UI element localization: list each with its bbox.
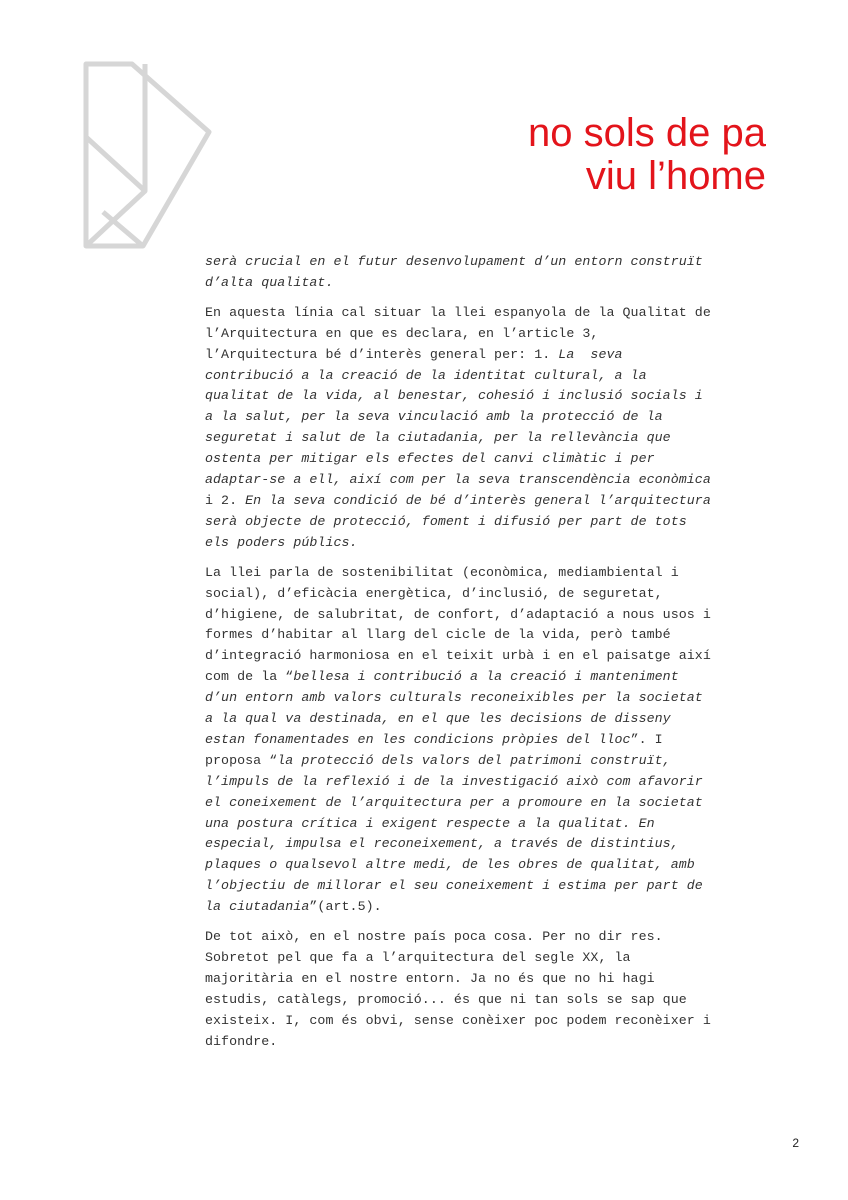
text-line: qualitat de la vida, al benestar, cohesió i inclusió socials i: [205, 388, 703, 404]
text-line: d’un entorn amb valors culturals reconeixibles per la societat: [205, 690, 703, 706]
page-number: 2: [792, 1136, 799, 1150]
text-line: [205, 730, 805, 751]
text-segment: proposa “: [205, 752, 278, 768]
text-segment: com de la “: [205, 669, 294, 685]
text-line: majoritària en el nostre entorn. Ja no és que no hi hagi: [205, 970, 655, 986]
text-segment: l’Arquitectura bé d’interès general per: 1.: [205, 346, 559, 362]
paragraph-4: [205, 927, 805, 1052]
text-line: La llei parla de sostenibilitat (econòmica, mediambiental i: [205, 564, 679, 580]
text-line: seguretat i salut de la ciutadania, per la rellevància que: [205, 430, 671, 446]
text-line: d’integració harmoniosa en el teixit urbà i en el paisatge així: [205, 648, 711, 664]
text-segment-italic: En la seva condició de bé d’interès general l’arquitectura: [245, 492, 711, 508]
text-line: difondre.: [205, 1033, 278, 1049]
text-segment: ”(art.5).: [309, 899, 382, 915]
text-line: plaques o qualsevol altre medi, de les obres de qualitat, amb: [205, 857, 695, 873]
title-line-1: no sols de pa: [528, 111, 766, 155]
text-line: serà crucial en el futur desenvolupament d’un entorn construït: [205, 254, 703, 269]
text-line: [205, 751, 805, 772]
body-text: [205, 252, 805, 1053]
text-line: De tot això, en el nostre país poca cosa. Per no dir res.: [205, 929, 663, 945]
text-line: l’objectiu de millorar el seu coneixement i estima per part de: [205, 878, 703, 894]
text-line: d’higiene, de salubritat, de confort, d’adaptació a nous usos i: [205, 606, 711, 622]
text-line: [205, 897, 805, 918]
text-segment-italic: La seva: [558, 346, 623, 362]
text-line: En aquesta línia cal situar la llei espanyola de la Qualitat de: [205, 304, 711, 320]
text-line: formes d’habitar al llarg del cicle de la vida, però també: [205, 627, 671, 643]
text-line: d’alta qualitat.: [205, 274, 334, 290]
text-segment-italic: bellesa i contribució a la creació i manteniment: [293, 669, 679, 685]
text-line: Sobretot pel que fa a l’arquitectura del segle XX, la: [205, 950, 631, 965]
text-line: existeix. I, com és obvi, sense conèixer poc podem reconèixer i: [205, 1012, 711, 1028]
title-line-2: viu l’home: [585, 154, 766, 198]
text-line: contribució a la creació de la identitat cultural, a la: [205, 367, 647, 383]
text-line: l’Arquitectura en que es declara, en l’article 3,: [205, 325, 599, 341]
text-line: l’impuls de la reflexió i de la investigació això com afavorir: [205, 773, 703, 789]
text-segment-italic: la protecció dels valors del patrimoni construït,: [277, 752, 671, 768]
text-line: a la salut, per la seva vinculació amb la protecció de la: [205, 409, 663, 425]
text-line: serà objecte de protecció, foment i difusió per part de tots: [205, 513, 687, 529]
text-line: [205, 667, 805, 688]
paragraph-3: [205, 563, 805, 918]
text-line: el coneixement de l’arquitectura per a promoure en la societat: [205, 794, 703, 810]
text-segment: i 2.: [205, 492, 246, 508]
paragraph-2: [205, 303, 805, 554]
text-segment-italic: la ciutadania: [205, 899, 310, 915]
page-title: [528, 112, 766, 198]
text-segment-italic: estan fonamentades en les condicions pròpies del lloc: [205, 731, 631, 747]
text-line: els poders públics.: [205, 534, 358, 550]
text-line: a la qual va destinada, en el que les decisions de disseny: [205, 711, 671, 727]
text-line: una postura crítica i exigent respecte a la qualitat. En: [205, 815, 655, 831]
text-line: estudis, catàlegs, promoció... és que ni tan sols se sap que: [205, 991, 687, 1007]
text-line: adaptar-se a ell, així com per la seva transcendència econòmica: [205, 472, 711, 488]
text-line: ostenta per mitigar els efectes del canvi climàtic i per: [205, 451, 655, 467]
paragraph-1: [205, 252, 805, 294]
folded-outline-logo-icon: [82, 60, 214, 250]
text-line: especial, impulsa el reconeixement, a través de distintius,: [205, 836, 679, 852]
text-segment: ”. I: [630, 731, 663, 747]
text-line: [205, 491, 805, 512]
text-line: social), d’eficàcia energètica, d’inclusió, de seguretat,: [205, 585, 663, 601]
text-line: [205, 345, 805, 366]
